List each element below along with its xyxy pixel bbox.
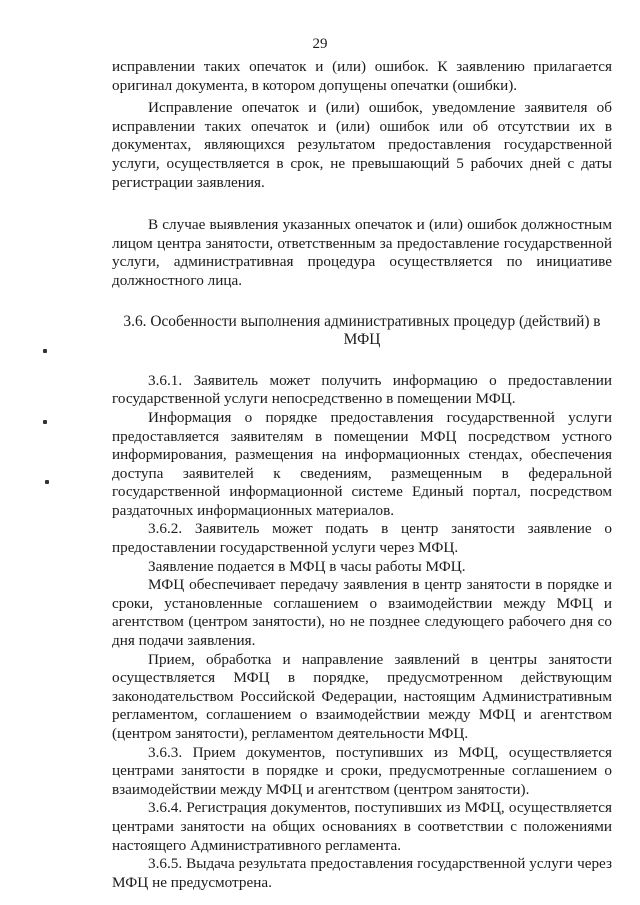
margin-mark	[43, 349, 47, 353]
paragraph: МФЦ обеспечивает передачу заявления в центр занятости в порядке и сроки, установленные соглашением о взаимодействии между МФЦ и агентством (центром занятости), но не позднее следующего рабочего дня со дня подачи заявления.	[112, 576, 612, 650]
paragraph: 3.6.2. Заявитель может подать в центр занятости заявление о предоставлении государственной услуги через МФЦ.	[112, 520, 612, 557]
section-heading	[112, 313, 612, 350]
paragraph: 3.6.3. Прием документов, поступивших из МФЦ, осуществляется центрами занятости в порядке и сроки, предусмотренные соглашением о взаимодействии между МФЦ и агентством (центром занятости).	[112, 743, 612, 798]
paragraph: 3.6.4. Регистрация документов, поступивших из МФЦ, осуществляется центрами занятости на общих основаниях в соответствии с положениями настоящего Административного регламента.	[112, 799, 612, 854]
paragraph: 3.6.1. Заявитель может получить информацию о предоставлении государственной услуги непосредственно в помещении МФЦ.	[112, 371, 612, 408]
margin-mark	[43, 420, 47, 424]
paragraph: Заявление подается в МФЦ в часы работы МФЦ.	[148, 557, 466, 575]
section-heading-line1: 3.6. Особенности выполнения административных процедур (действий) в	[123, 312, 601, 330]
document-body	[112, 58, 612, 892]
paragraph: Информация о порядке предоставления государственной услуги предоставляется заявителям в помещении МФЦ посредством устного информирования, размещения на информационных стендах, обеспечения доступа заявителей к сведениям, размещенным в федеральной государственной информационной системе Единый портал, посредством раздаточных информационных материалов.	[112, 408, 612, 519]
paragraph: исправлении таких опечаток и (или) ошибок. К заявлению прилагается оригинал документа, в котором допущены опечатки (ошибки).	[112, 58, 612, 94]
paragraph: Прием, обработка и направление заявлений в центры занятости осуществляется МФЦ в порядке, предусмотренном действующим законодательством Российской Федерации, настоящим Административным регламентом, соглашением о взаимодействии между МФЦ и агентством (центром занятости), регламентом деятельности МФЦ.	[112, 650, 612, 742]
paragraph: В случае выявления указанных опечаток и (или) ошибок должностным лицом центра занятости, ответственным за предоставление государственной услуги, административная процедура осуществляется по инициативе должностного лица.	[112, 216, 612, 289]
paragraph: Исправление опечаток и (или) ошибок, уведомление заявителя об исправлении таких опечаток и (или) ошибок или об отсутствии их в документах, являющихся результатом предоставления государственной услуги, осуществляется в срок, не превышающий 5 рабочих дней с даты регистрации заявления.	[112, 99, 612, 191]
paragraph: 3.6.5. Выдача результата предоставления государственной услуги через МФЦ не предусмотрена.	[112, 855, 612, 891]
section-heading-line2: МФЦ	[343, 331, 381, 349]
page-number: 29	[312, 36, 328, 52]
margin-mark	[45, 480, 49, 484]
